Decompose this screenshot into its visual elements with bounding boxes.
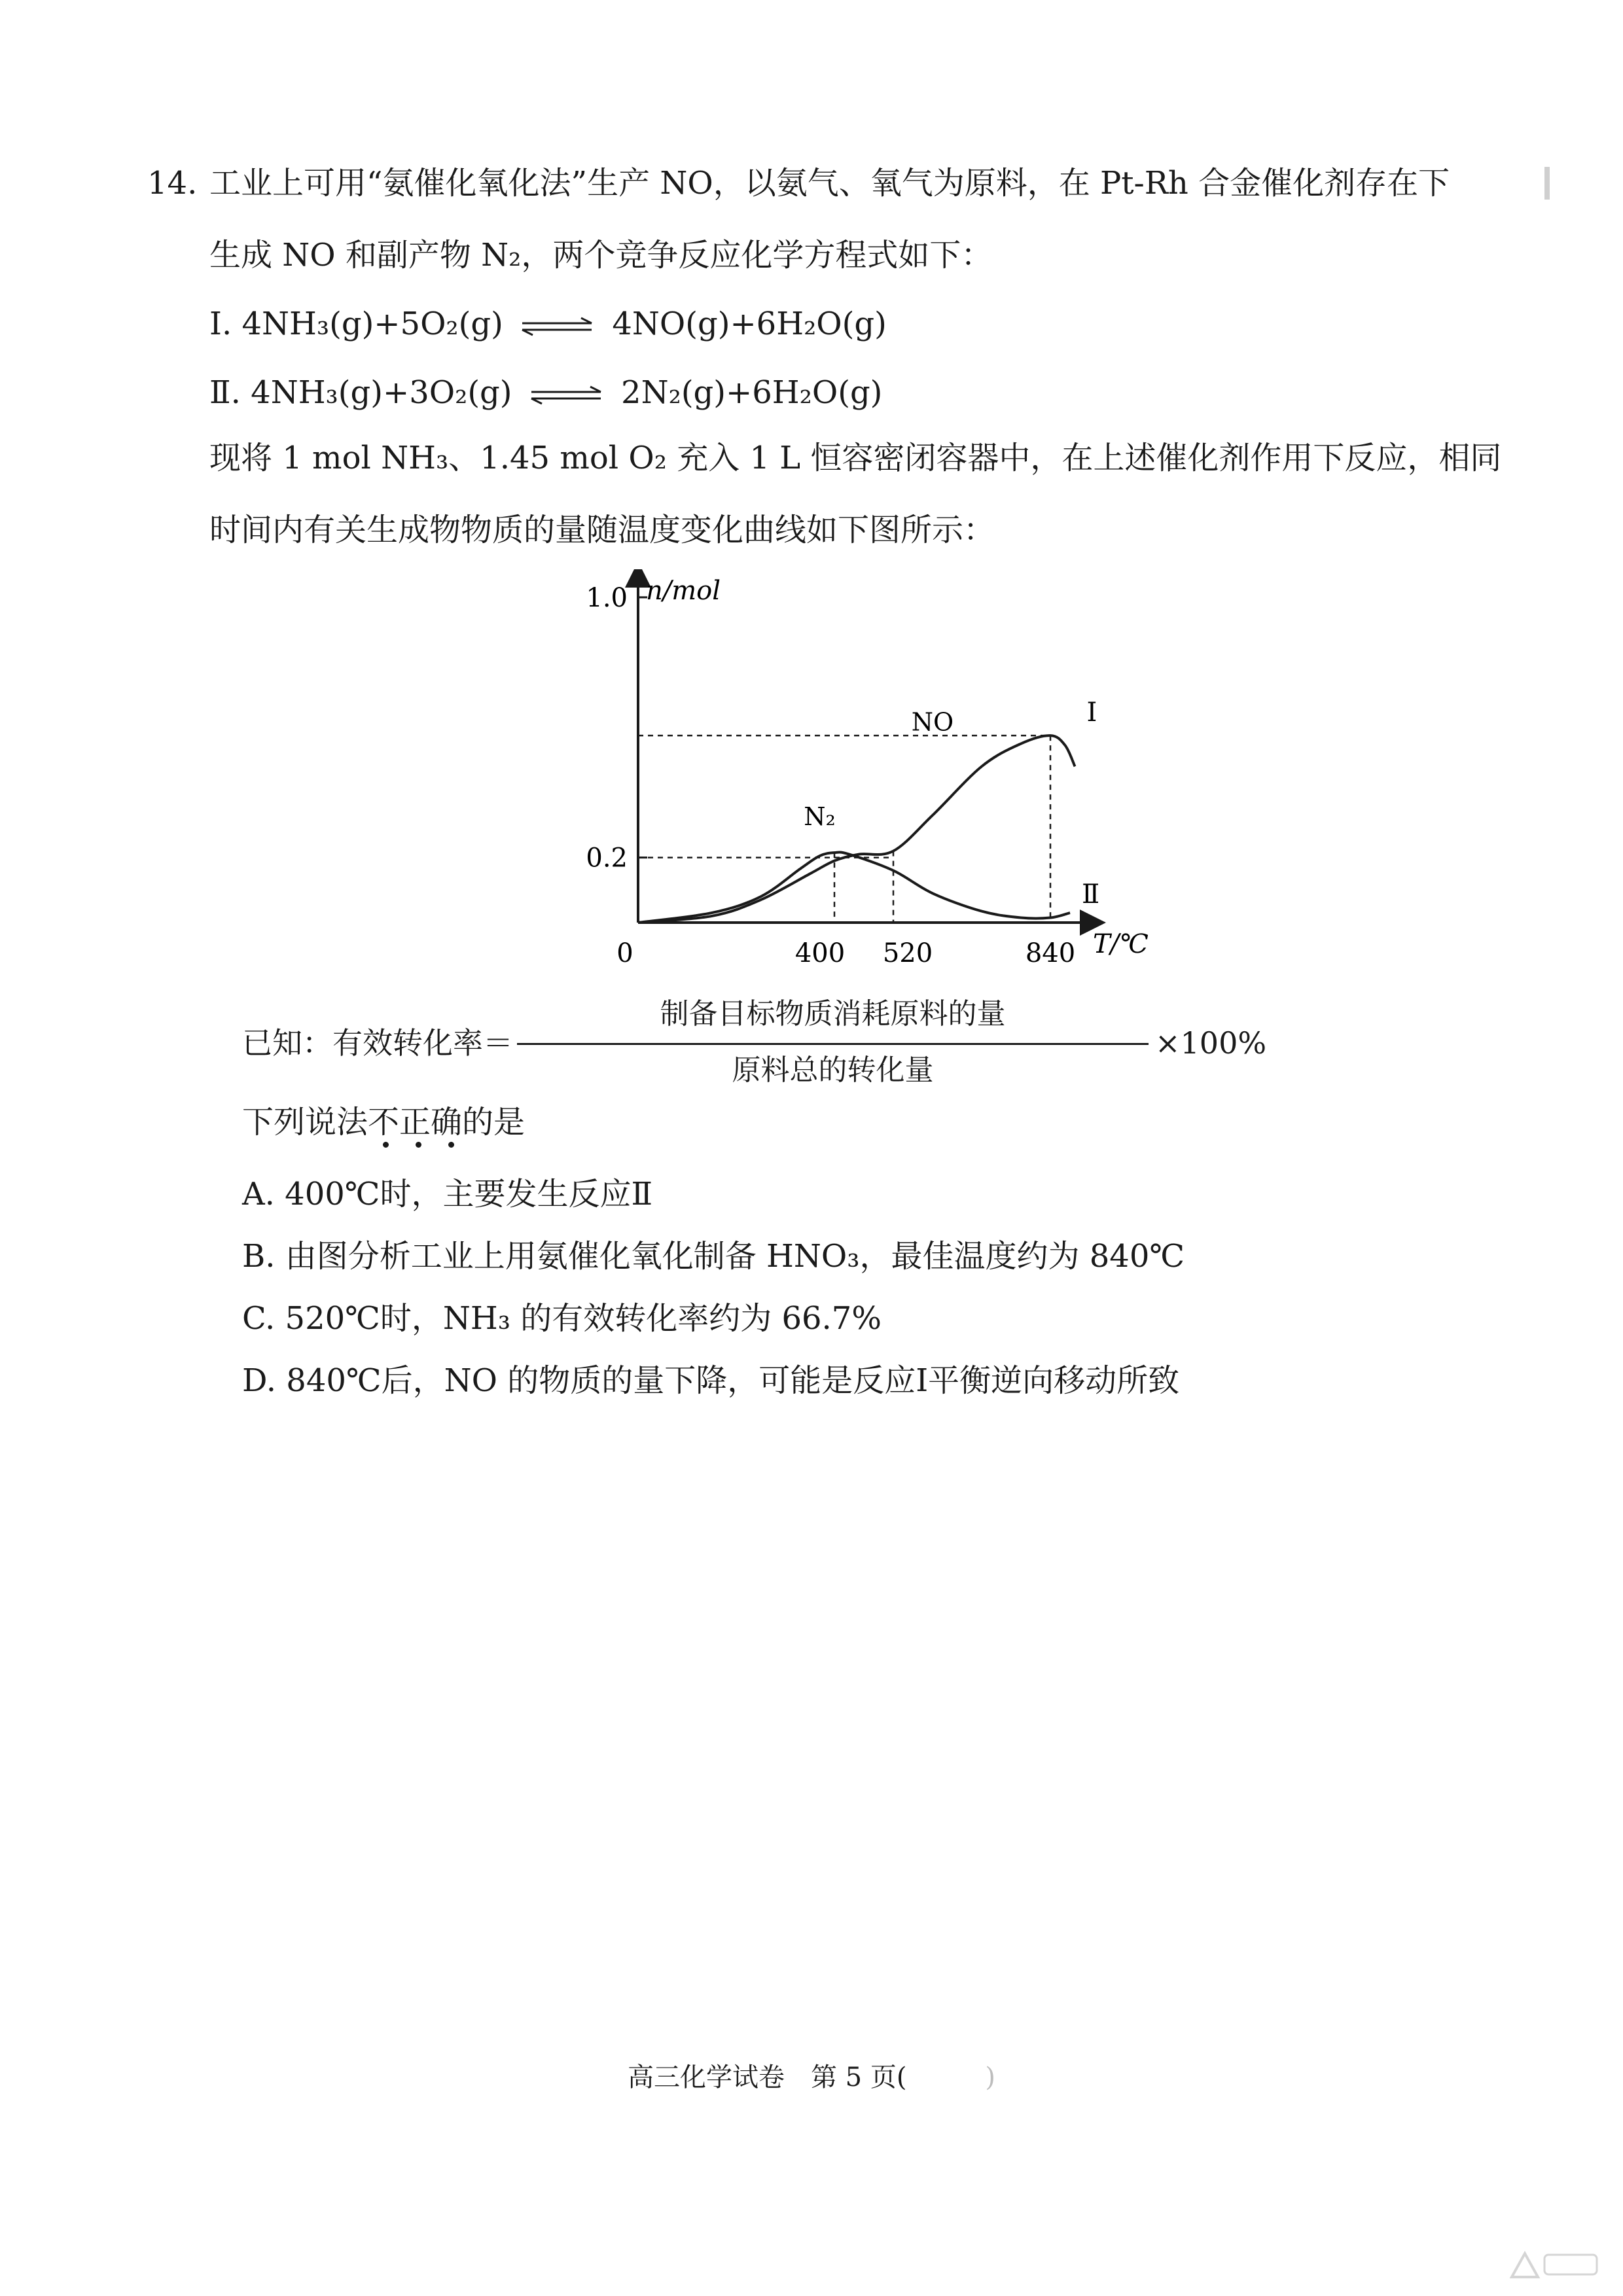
chart-axes <box>638 574 1093 923</box>
y-tick-label: 1.0 <box>586 582 628 613</box>
reaction-2-left: 4NH₃(g)+3O₂(g) <box>251 374 512 411</box>
origin-label: 0 <box>616 938 633 968</box>
reaction-2-label: Ⅱ. <box>209 374 241 411</box>
formula-prefix: 已知：有效转化率＝ <box>242 1025 513 1061</box>
option-d: D. 840℃后，NO 的物质的量下降，可能是反应Ⅰ平衡逆向移动所致 <box>242 1362 1180 1399</box>
stem-line-2: 生成 NO 和副产物 N₂，两个竞争反应化学方程式如下： <box>209 237 993 274</box>
scan-edge-mark <box>1544 167 1550 200</box>
x-tick-label: 520 <box>882 938 933 968</box>
formula-denominator: 原料总的转化量 <box>732 1053 934 1087</box>
series-line-n2 <box>638 852 1070 923</box>
y-tick-label: 0.2 <box>586 843 628 874</box>
chart-series <box>638 735 1075 923</box>
formula-numerator: 制备目标物质消耗原料的量 <box>660 997 1006 1031</box>
series-name-label: N₂ <box>804 802 836 831</box>
emphasis-dot <box>448 1142 454 1148</box>
reaction-1-left: 4NH₃(g)+5O₂(g) <box>241 306 503 342</box>
x-tick-label: 840 <box>1025 938 1076 968</box>
curve-number-label: Ⅱ <box>1082 879 1100 910</box>
emphasis-dots <box>383 1142 461 1155</box>
footer-tail: ) <box>906 2062 996 2093</box>
y-axis-label: n/mol <box>646 576 721 606</box>
option-a: A. 400℃时，主要发生反应Ⅱ <box>242 1176 653 1212</box>
reaction-1-right: 4NO(g)+6H₂O(g) <box>612 306 887 342</box>
x-axis-label: T/℃ <box>1093 929 1149 959</box>
reaction-2-right: 2N₂(g)+6H₂O(g) <box>621 374 883 411</box>
fraction-bar <box>517 1043 1149 1045</box>
prompt-text: 下列说法不正确的是 <box>242 1104 526 1140</box>
option-b: B. 由图分析工业上用氨催化氧化制备 HNO₃，最佳温度约为 840℃ <box>242 1238 1185 1275</box>
chart-guide-lines <box>638 735 1050 923</box>
reaction-1 <box>209 304 887 344</box>
x-tick-label: 400 <box>794 938 846 968</box>
watermark-logo-icon <box>1505 2244 1603 2284</box>
page-footer <box>0 2061 1623 2094</box>
series-line-no <box>638 735 1075 923</box>
curve-number-label: Ⅰ <box>1086 697 1097 728</box>
emphasis-dot <box>383 1142 389 1148</box>
equilibrium-arrow-icon <box>527 385 606 405</box>
reaction-1-label: Ⅰ. <box>209 306 232 342</box>
emphasis-dot <box>416 1142 421 1148</box>
question-number: 14. <box>147 165 198 202</box>
stem-line-1: 工业上可用“氨催化氧化法”生产 NO，以氨气、氧气为原料，在 Pt-Rh 合金催化剂存在下 <box>209 165 1450 202</box>
series-name-label: NO <box>911 707 954 737</box>
footer-text: 高三化学试卷 第 5 页( <box>627 2062 907 2093</box>
reaction-2 <box>209 373 882 412</box>
formula-suffix: ×100% <box>1155 1025 1267 1061</box>
chart <box>0 569 1623 975</box>
chart-labels <box>586 576 1149 968</box>
equilibrium-arrow-icon <box>518 317 597 336</box>
setup-line-1: 现将 1 mol NH₃、1.45 mol O₂ 充入 1 L 恒容密闭容器中，在上述催化剂作用下反应，相同 <box>209 440 1502 476</box>
option-c: C. 520℃时，NH₃ 的有效转化率约为 66.7% <box>242 1300 882 1337</box>
setup-line-2: 时间内有关生成物物质的量随温度变化曲线如下图所示： <box>209 512 995 548</box>
